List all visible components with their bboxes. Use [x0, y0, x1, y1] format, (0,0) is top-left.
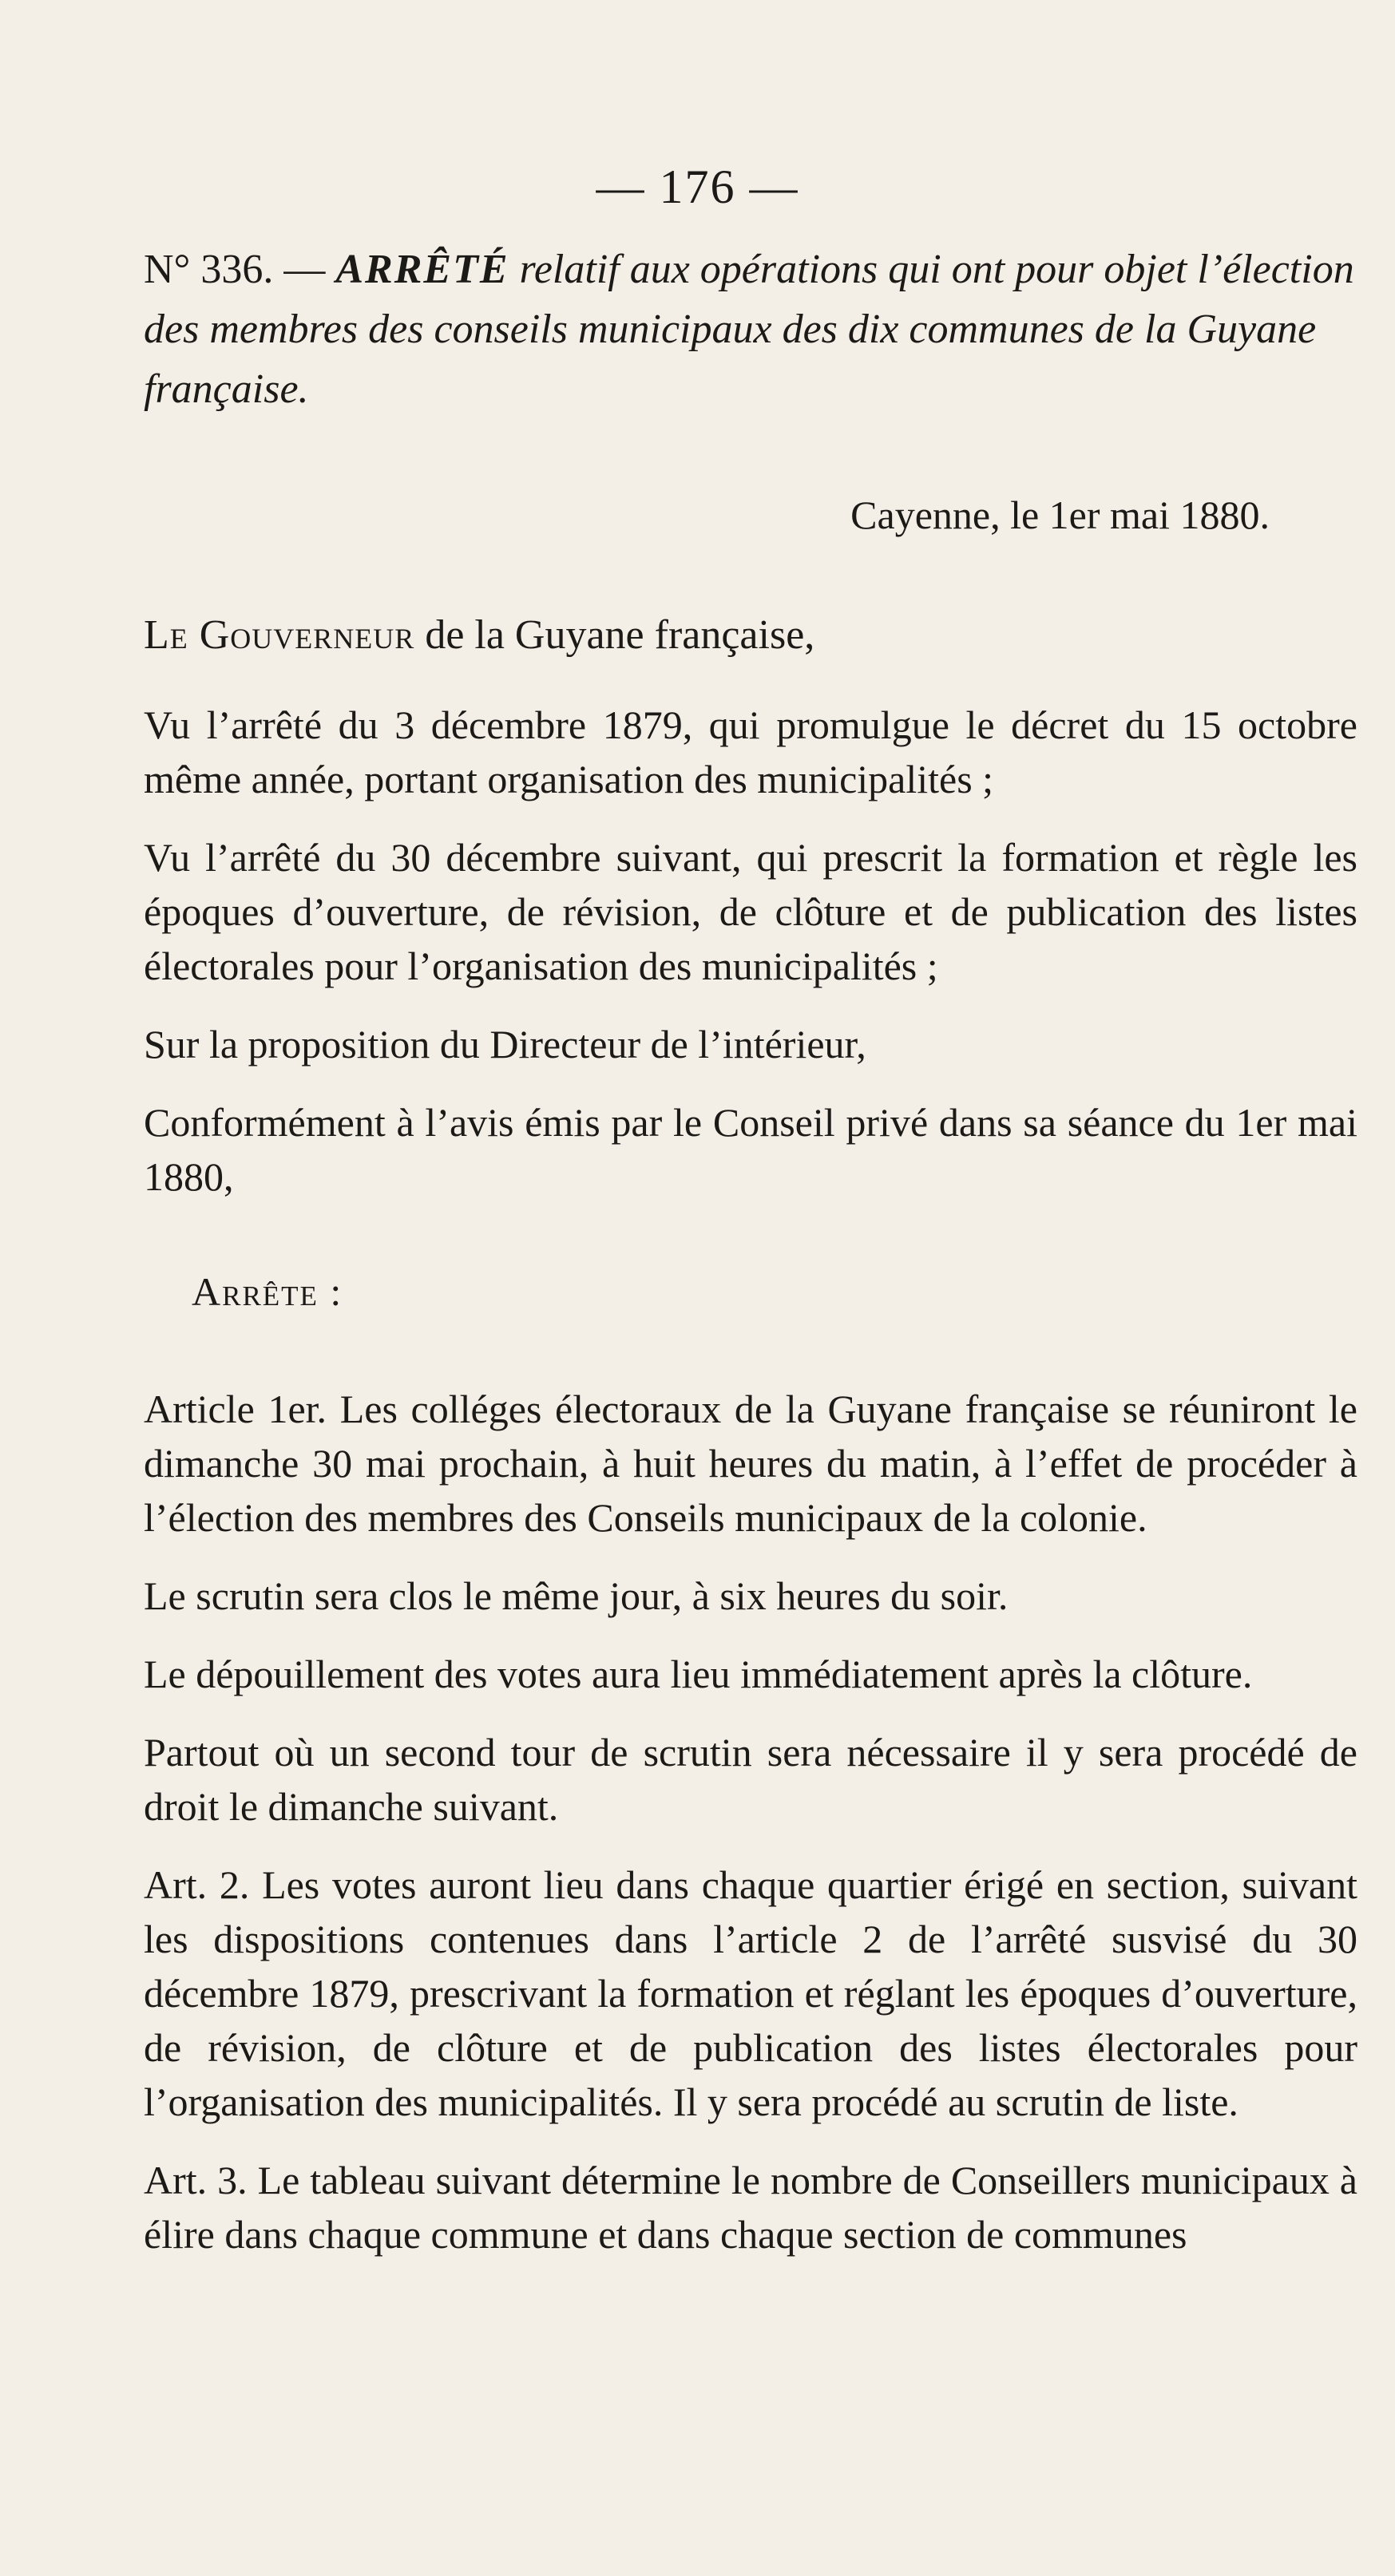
- place-date: Cayenne, le 1er mai 1880.: [850, 493, 1270, 537]
- governor-rest: de la Guyane française,: [414, 612, 815, 658]
- consideration-paragraph: Vu l’arrêté du 3 décembre 1879, qui promulgue le décret du 15 octobre même année, portant organisation des municipalités ;: [144, 702, 1357, 801]
- article-paragraph: Art. 3. Le tableau suivant détermine le nombre de Conseillers municipaux à élire dans chaque commune et dans chaque section de communes: [144, 2158, 1357, 2257]
- article-paragraph: Partout où un second tour de scrutin sera nécessaire il y sera procédé de droit le dimanche suivant.: [144, 1730, 1357, 1829]
- article-paragraph: Art. 2. Les votes auront lieu dans chaque quartier érigé en section, suivant les dispositions contenues dans l’article 2 de l’arrêté susvisé du 30 décembre 1879, prescrivant la formation et réglant les époques d’ouverture, de révision, de clôture et de publication des listes électorales pour l’organisation des municipalités. Il y sera procédé au scrutin de liste.: [144, 1862, 1357, 2124]
- page-number: — 176 —: [596, 160, 799, 213]
- decree-subject: relatif aux opérations qui ont pour objet l’élection des membres des conseils municipaux des dix communes de la Guyane française.: [144, 247, 1354, 412]
- decree-heading-word: ARRÊTÉ: [335, 247, 509, 292]
- decree-title: [144, 239, 1357, 419]
- article-paragraph: Le dépouillement des votes aura lieu immédiatement après la clôture.: [144, 1652, 1253, 1696]
- consideration-paragraph: Conformément à l’avis émis par le Conseil privé dans sa séance du 1er mai 1880,: [144, 1100, 1357, 1199]
- consideration-paragraph: Sur la proposition du Directeur de l’intérieur,: [144, 1022, 866, 1066]
- consideration-paragraph: Vu l’arrêté du 30 décembre suivant, qui prescrit la formation et règle les époques d’ouverture, de révision, de clôture et de publication des listes électorales pour l’organisation des municipalités ;: [144, 835, 1357, 988]
- article-paragraph: Le scrutin sera clos le même jour, à six heures du soir.: [144, 1573, 1009, 1618]
- governor-title: Le Gouverneur: [144, 612, 415, 658]
- arrete-heading: Arrête :: [192, 1269, 343, 1314]
- governor-line: [144, 607, 1357, 664]
- decree-number: N° 336. —: [144, 247, 326, 292]
- document-body: [144, 239, 1357, 2261]
- article-paragraph: Article 1er. Les colléges électoraux de la Guyane française se réuniront le dimanche 30 mai prochain, à huit heures du matin, à l’effet de procéder à l’élection des membres des Conseils municipaux de la colonie.: [144, 1387, 1357, 1540]
